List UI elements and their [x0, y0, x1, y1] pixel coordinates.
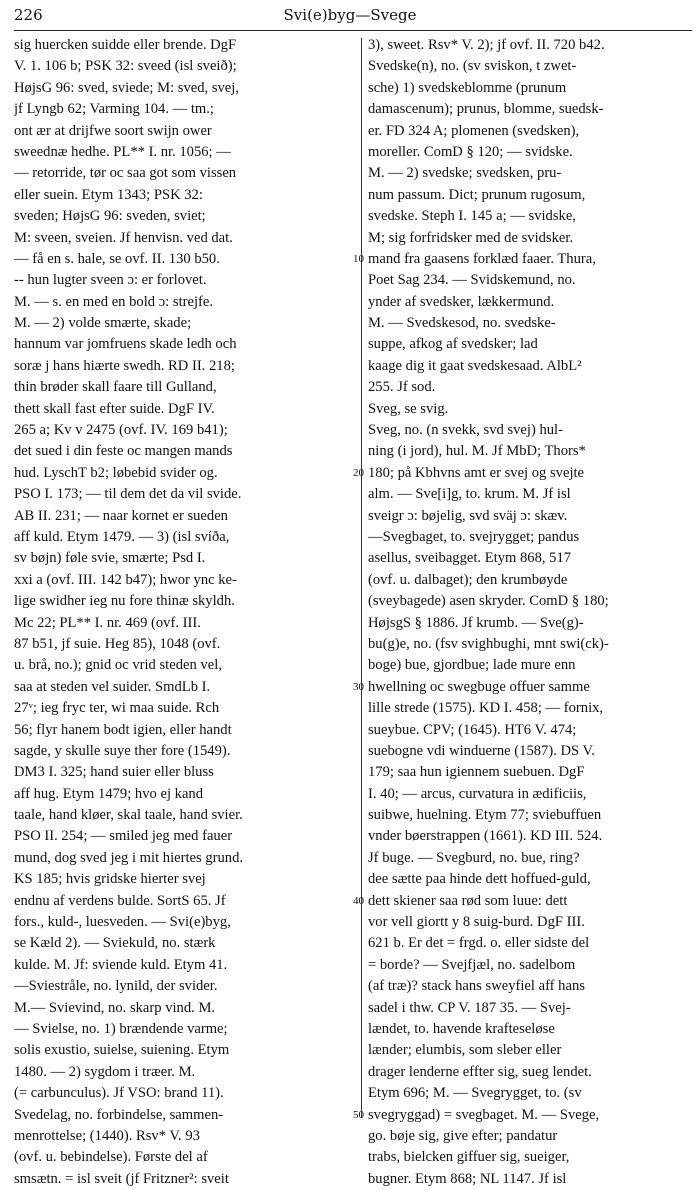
right-column-line: sueybue. CPV; (1645). HT6 V. 474; — [368, 721, 577, 738]
left-column-line: sagde, y skulle suye ther fore (1549). — [14, 742, 231, 759]
left-column-line: thin brøder skall faare till Gulland, — [14, 379, 217, 396]
right-column-line: boge) bue, gjordbue; lade mure enn — [368, 657, 576, 674]
left-column-line: fors., kuld-, luesveden. — Svi(e)byg, — [14, 914, 231, 931]
left-column-line: jf Lyngb 62; Varming 104. — tm.; — [14, 101, 214, 118]
right-column-line: suebogne vdi winduerne (1587). DS V. — [368, 742, 595, 759]
left-column-line: hud. LyschT b2; løbebid svider og. — [14, 464, 218, 481]
left-column-line: (ovf. u. bebindelse). Første del af — [14, 1149, 208, 1166]
left-column-line: hannum var jomfruens skade ledh och — [14, 336, 237, 353]
left-column-line: sv bøjn) føle svie, smærte; Psd I. — [14, 550, 206, 567]
left-column-line: menrottelse; (1440). Rsv* V. 93 — [14, 1127, 200, 1144]
left-column-line: M.— Svievind, no. skarp vind. M. — [14, 999, 216, 1016]
left-column-line: sweednæ hedhe. PL** I. nr. 1056; — — [14, 143, 231, 160]
right-column-line: sadel i thw. CP V. 187 35. — Svej- — [368, 999, 571, 1016]
left-column-line: —Sviestråle, no. lynild, der svider. — [14, 978, 218, 995]
left-column-line: M. — 2) volde smærte, skade; — [14, 315, 192, 332]
left-column-line: — få en s. hale, se ovf. II. 130 b50. — [14, 250, 220, 267]
right-column-line: vor vell giortt y 8 suig-burd. DgF III. — [368, 914, 585, 931]
left-column-line: det sued i din feste oc mangen mands — [14, 443, 233, 460]
left-column-line: endnu af verdens bulde. SortS 65. Jf — [14, 892, 226, 909]
page-number: 226 — [14, 6, 43, 24]
left-column — [14, 35, 360, 1190]
right-column-line: mand fra gaasens forklæd faaer. Thura, — [368, 250, 596, 267]
right-column-line: Sveg, se svig. — [368, 400, 449, 417]
right-column-line: (sveybagede) asen skryder. ComD § 180; — [368, 593, 609, 610]
right-column-line: I. 40; — arcus, curvatura in ædificiis, — [368, 785, 587, 802]
column-divider — [361, 38, 362, 1118]
left-column-line: V. 1. 106 b; PSK 32: sveed (isl sveið); — [14, 58, 237, 75]
margin-line-number: 10 — [353, 253, 364, 265]
left-column-line: M: sveen, sveien. Jf henvisn. ved dat. — [14, 229, 233, 246]
left-column-line: (= carbunculus). Jf VSO: brand 11). — [14, 1085, 224, 1102]
header-rule — [14, 30, 692, 31]
left-column-line: Mc 22; PL** I. nr. 469 (ovf. III. — [14, 614, 201, 631]
right-column-line: kaage dig it gaat svedskesaad. AlbL² — [368, 357, 582, 374]
left-column-line: mund, dog sved jeg i mit hiertes grund. — [14, 849, 244, 866]
left-column-line: PSO II. 254; — smiled jeg med fauer — [14, 828, 233, 845]
left-column-line: 1480. — 2) sygdom i træer. M. — [14, 1063, 196, 1080]
right-column-line: svedske. Steph I. 145 a; — svidske, — [368, 208, 576, 225]
left-column-line: se Kæld 2). — Sviekuld, no. stærk — [14, 935, 216, 952]
left-column-line: aff hug. Etym 1479; hvo ej kand — [14, 785, 204, 802]
margin-line-number: 50 — [353, 1109, 364, 1121]
right-column-line: Poet Sag 234. — Svidskemund, no. — [368, 272, 576, 289]
left-column-line: 27ᵛ; ieg fryc ter, wi maa suide. Rch — [14, 700, 220, 717]
right-column-line: —Svegbaget, to. svejrygget; pandus — [368, 528, 580, 545]
left-column-line: lige swidher ieg nu fore thinæ skyldh. — [14, 593, 235, 610]
right-column-line: Jf buge. — Svegburd, no. bue, ring? — [368, 849, 580, 866]
right-column-line: Etym 696; M. — Svegrygget, to. (sv — [368, 1085, 582, 1102]
right-column-line: Svedske(n), no. (sv sviskon, t zwet- — [368, 58, 577, 75]
right-column-line: sche) 1) svedskeblomme (prunum — [368, 79, 567, 96]
right-column-line: HøjsgS § 1886. Jf krumb. — Sve(g)- — [368, 614, 584, 631]
right-column-line: dee sætte paa hinde dett hoffued-guld, — [368, 871, 591, 888]
right-column-line: suibwe, huelning. Etym 77; sviebuffuen — [368, 807, 602, 824]
right-column-line: lændet, to. havende krafteseløse — [368, 1020, 555, 1037]
right-column-line: alm. — Sve[i]g, to. krum. M. Jf isl — [368, 486, 571, 503]
right-column-line: Sveg, no. (n svekk, svd svej) hul- — [368, 422, 563, 439]
left-column-line: DM3 I. 325; hand suier eller bluss — [14, 764, 214, 781]
left-column-line: 87 b51, jf suie. Heg 85), 1048 (ovf. — [14, 635, 221, 652]
right-column-line: (af træ)? stack hans sweyfiel aff hans — [368, 978, 585, 995]
left-column-line: sveden; HøjsG 96: sveden, sviet; — [14, 208, 206, 225]
running-head: Svi(e)byg—Svege — [283, 6, 417, 24]
right-column-line: drager lenderne effter sig, sueg lendet. — [368, 1063, 592, 1080]
left-column-line: HøjsG 96: sved, sviede; M: sved, svej, — [14, 79, 239, 96]
left-column-line: AB II. 231; — naar kornet er sueden — [14, 507, 228, 524]
left-column-line: -- hun lugter sveen ɔ: er forlovet. — [14, 272, 207, 289]
right-column-line: hwellning oc swegbuge offuer samme — [368, 678, 590, 695]
right-column-line: = borde? — Svejfjæl, no. sadelbom — [368, 956, 576, 973]
right-column-line: ning (i jord), hul. M. Jf MbD; Thors* — [368, 443, 586, 460]
left-column-line: ont ær at drijfwe soort swijn ower — [14, 122, 212, 139]
left-column-line: xxi a (ovf. III. 142 b47); hwor ync ke- — [14, 571, 237, 588]
right-column-line: sveigr ɔ: bøjelig, svd sväj ɔ: skæv. — [368, 507, 568, 524]
right-column-line: 3), sweet. Rsv* V. 2); jf ovf. II. 720 b42. — [368, 37, 605, 53]
right-column-line: lænder; elumbis, som sleber eller — [368, 1042, 562, 1059]
margin-line-number: 20 — [353, 467, 364, 479]
right-column-line: asellus, sveibagget. Etym 868, 517 — [368, 550, 572, 567]
right-column-line: bu(g)e, no. (fsv svighbughi, mnt swi(ck)- — [368, 635, 609, 652]
right-column-line: (ovf. u. dalbaget); den krumbøyde — [368, 571, 568, 588]
left-column-line: Svedelag, no. forbindelse, sammen- — [14, 1106, 224, 1123]
right-column-line: suppe, afkog af svedsker; lad — [368, 336, 538, 353]
left-column-line: 265 a; Kv v 2475 (ovf. IV. 169 b41); — [14, 422, 228, 439]
right-column — [368, 35, 694, 1190]
margin-line-number: 40 — [353, 895, 364, 907]
right-column-line: 179; saa hun igiennem suebuen. DgF — [368, 764, 585, 781]
right-column-line: num passum. Dict; prunum rugosum, — [368, 186, 586, 203]
right-column-line: M. — 2) svedske; svedsken, pru- — [368, 165, 562, 182]
left-column-line: solis exustio, suielse, suiening. Etym — [14, 1042, 230, 1059]
left-column-line: smsætn. = isl sveit (jf Fritzner²: sveit — [14, 1170, 229, 1187]
left-column-line: eller suein. Etym 1343; PSK 32: — [14, 186, 203, 203]
right-column-line: trabs, bielcken giffuer sig, sueiger, — [368, 1149, 570, 1166]
left-column-line: kulde. M. Jf: sviende kuld. Etym 41. — [14, 956, 228, 973]
left-column-line: PSO I. 173; — til dem det da vil svide. — [14, 486, 242, 503]
right-column-line: vnder bøerstrappen (1661). KD III. 524. — [368, 828, 603, 845]
right-column-line: moreller. ComD § 120; — svidske. — [368, 143, 573, 160]
left-column-line: KS 185; hvis gridske hierter svej — [14, 871, 206, 888]
left-column-line: aff kuld. Etym 1479. — 3) (isl svíða, — [14, 528, 230, 545]
right-column-line: M. — Svedskesod, no. svedske- — [368, 315, 556, 332]
left-column-line: 56; flyr hanem bodt igien, eller handt — [14, 721, 232, 738]
left-column-line: taale, hand kløer, skal taale, hand svier. — [14, 807, 243, 824]
right-column-line: ynder af svedsker, lækkermund. — [368, 293, 555, 310]
left-column-line: u. brå, no.); gnid oc vrid steden vel, — [14, 657, 222, 674]
left-column-line: — Svielse, no. 1) brændende varme; — [14, 1020, 228, 1037]
left-column-line: sig huercken suidde eller brende. DgF — [14, 37, 237, 53]
left-column-line: M. — s. en med en bold ɔ: strejfe. — [14, 293, 213, 310]
right-column-line: lille strede (1575). KD I. 458; — fornix, — [368, 700, 604, 717]
right-column-line: dett skiener saa rød som luue: dett — [368, 892, 568, 909]
left-column-line: thett skall fast efter suide. DgF IV. — [14, 400, 215, 417]
right-column-line: 255. Jf sod. — [368, 379, 436, 396]
right-column-line: bugner. Etym 868; NL 1147. Jf isl — [368, 1170, 567, 1187]
right-column-line: er. FD 324 A; plomenen (svedsken), — [368, 122, 580, 139]
right-column-line: go. bøje sig, give efter; pandatur — [368, 1127, 558, 1144]
right-column-line: 621 b. Er det = frgd. o. eller sidste del — [368, 935, 590, 952]
left-column-line: saa at steden vel suider. SmdLb I. — [14, 678, 211, 695]
right-column-line: M; sig forfridsker med de svidsker. — [368, 229, 574, 246]
left-column-line: — retorride, tør oc saa got som vissen — [14, 165, 237, 182]
right-column-line: damascenum); prunus, blomme, suedsk- — [368, 101, 604, 118]
right-column-line: svegryggad) = svegbaget. M. — Svege, — [368, 1106, 600, 1123]
right-column-line: 180; på Kbhvns amt er svej og svejte — [368, 464, 585, 481]
left-column-line: soræ j hans hiærte swedh. RD II. 218; — [14, 357, 235, 374]
margin-line-number: 30 — [353, 681, 364, 693]
